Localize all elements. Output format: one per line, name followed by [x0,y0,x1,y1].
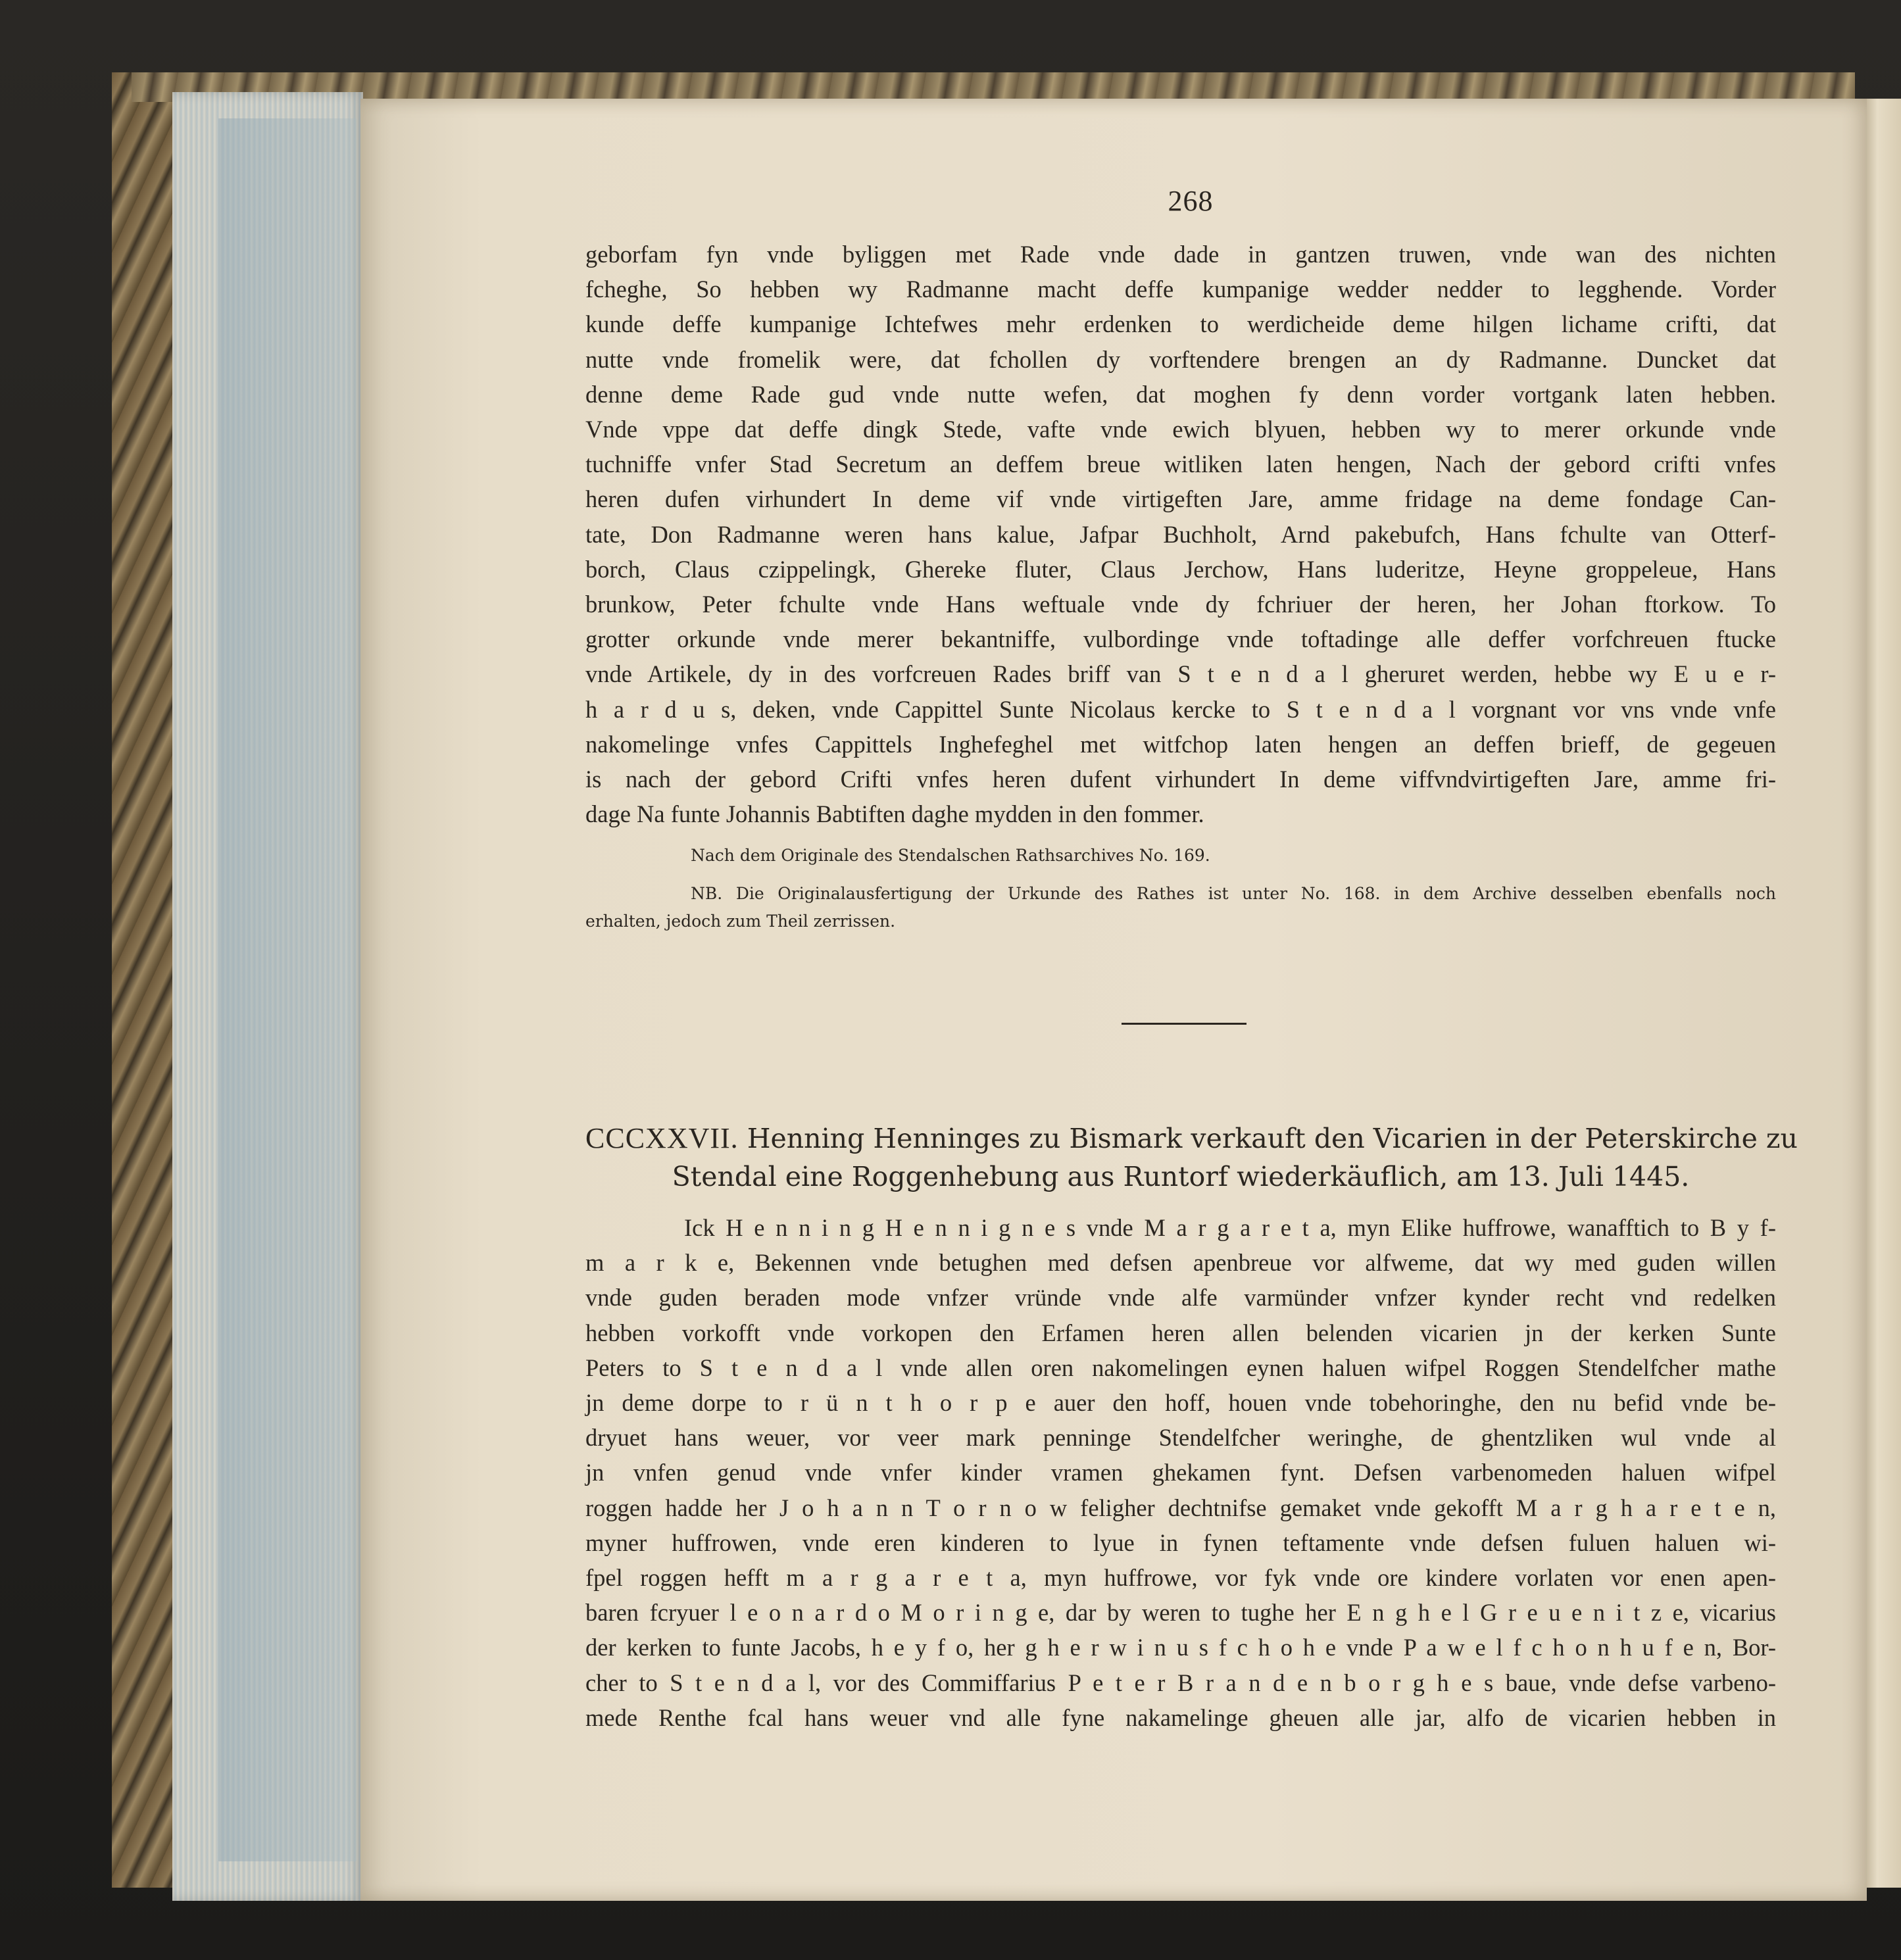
text-line: Peters to S t e n d a l vnde allen oren nakomelingen eynen haluen wifpel Roggen Stendelfcher mathe [585,1354,1776,1381]
heading-line-1 [585,1119,1798,1158]
section-divider [1122,1023,1247,1025]
text-line: der kerken to funte Jacobs, h e y f o, her g h e r w i n u s f c h o h e vnde P a w e l f c h o n h u f e n, Bor- [585,1634,1776,1661]
text-line: m a r k e, Bekennen vnde betughen med defsen apenbreue vor alfweme, dat wy med guden willen [585,1249,1776,1277]
document-number: CCCXXVII. [585,1122,739,1154]
nb-note-line: NB. Die Originalausfertigung der Urkunde des Rathes ist unter No. 168. in dem Archive desselben ebenfalls noch [691,884,1776,903]
text-line: tate, Don Radmanne weren hans kalue, Jafpar Buchholt, Arnd pakebufch, Hans fchulte van Otterf- [585,520,1776,548]
text-line: Ick H e n n i n g H e n n i g n e s vnde M a r g a r e t a, myn Elike huffrowe, wanafftich to B y f- [684,1214,1776,1241]
text-line: mede Renthe fcal hans weuer vnd alle fyne nakamelinge gheuen alle jar, alfo de vicarien hebben in [585,1703,1776,1731]
text-line: grotter orkunde vnde merer bekantniffe, vulbordinge vnde toftadinge alle deffer vorfchreuen ftucke [585,625,1776,653]
text-line: geborfam fyn vnde byliggen met Rade vnde dade in gantzen truwen, vnde wan des nichten [585,241,1776,268]
text-line: nakomelinge vnfes Cappittels Inghefeghel met witfchop laten hengen an deffen brieff, de gegeuen [585,730,1776,758]
nb-note [585,880,1776,935]
text-line: jn deme dorpe to r ü n t h o r p e auer den hoff, houen vnde tobehoringhe, den nu befid vnde be- [585,1389,1776,1417]
text-line: fpel roggen hefft m a r g a r e t a, myn huffrowe, vor fyk vnde ore kindere vorlaten vor enen apen- [585,1564,1776,1592]
page-edges-tint [218,118,357,1861]
page-number: 268 [1168,185,1214,217]
facing-page-edge [1862,99,1901,1888]
charter-text-2 [585,1210,1776,1735]
nb-note-line: erhalten, jedoch zum Theil zerrissen. [585,912,896,931]
text-line: borch, Claus czippelingk, Ghereke fluter, Claus Jerchow, Hans luderitze, Heyne groppeleue, Hans [585,555,1776,583]
text-line: denne deme Rade gud vnde nutte wefen, dat moghen fy denn vorder vortgank laten hebben. [585,380,1776,408]
text-line: dryuet hans weuer, vor veer mark penninge Stendelfcher weringhe, de ghentzliken wul vnde al [585,1424,1776,1452]
text-line: jn vnfen genud vnde vnfer kinder vramen ghekamen fynt. Defsen varbenomeden haluen wifpel [585,1459,1776,1486]
heading-title-part-2: Stendal eine Roggenhebung aus Runtorf wiederkäuflich, am 13. Juli 1445. [672,1161,1690,1192]
source-note [585,842,1776,870]
text-line: myner huffrowen, vnde eren kinderen to lyue in fynen teftamente vnde defsen fuluen haluen wi- [585,1529,1776,1556]
text-line: cher to S t e n d a l, vor des Commiffarius P e t e r B r a n d e n b o r g h e s baue, vnde defse varbeno- [585,1669,1776,1696]
text-line: vnde guden beraden mode vnfzer vründe vnde alfe varmünder vnfzer kynder recht vnd redelken [585,1284,1776,1311]
text-line: is nach der gebord Crifti vnfes heren dufent virhundert In deme viffvndvirtigeften Jare, amme fri- [585,766,1776,793]
text-line: roggen hadde her J o h a n n T o r n o w feligher dechtnifse gemaket vnde gekofft M a r g h a r e t e n, [585,1494,1776,1521]
text-line: heren dufen virhundert In deme vif vnde virtigeften Jare, amme fridage na deme fondage Can- [585,485,1776,513]
text-line: vnde Artikele, dy in des vorfcreuen Rades briff van S t e n d a l gheruret werden, hebbe wy E u e r- [585,660,1776,688]
text-line: Vnde vppe dat deffe dingk Stede, vafte vnde ewich blyuen, hebben wy to merer orkunde vnde [585,416,1776,443]
document-heading [585,1119,1798,1196]
source-note-text: Nach dem Originale des Stendalschen Rathsarchives No. 169. [691,846,1210,865]
text-line: brunkow, Peter fchulte vnde Hans weftuale vnde dy fchriuer der heren, her Johan ftorkow. To [585,591,1776,618]
text-line: hebben vorkofft vnde vorkopen den Erfamen heren allen belenden vicarien jn der kerken Sunte [585,1319,1776,1346]
text-line: kunde deffe kumpanige Ichtefwes mehr erdenken to werdicheide deme hilgen lichame crifti, dat [585,310,1776,338]
text-line: dage Na funte Johannis Babtiften daghe mydden in den fommer. [585,800,1204,828]
page-edges-stack [172,92,363,1901]
charter-text-1 [585,237,1776,831]
text-line: h a r d u s, deken, vnde Cappittel Sunte Nicolaus kercke to S t e n d a l vorgnant vor vns vnde vnfe [585,695,1776,723]
heading-title-part-1: Henning Henninges zu Bismark verkauft den Vicarien in der Peterskirche zu [747,1123,1798,1154]
text-line: tuchniffe vnfer Stad Secretum an deffem breue witliken laten hengen, Nach der gebord crifti vnfes [585,451,1776,478]
marbled-cover-top [132,72,1855,102]
text-line: baren fcryuer l e o n a r d o M o r i n g e, dar by weren to tughe her E n g h e l G r e u e n i t z e, vicarius [585,1599,1776,1627]
text-line: fcheghe, So hebben wy Radmanne macht deffe kumpanige wedder nedder to legghende. Vorder [585,276,1776,303]
text-line: nutte vnde fromelik were, dat fchollen dy vorftendere brengen an dy Radmanne. Duncket dat [585,345,1776,373]
